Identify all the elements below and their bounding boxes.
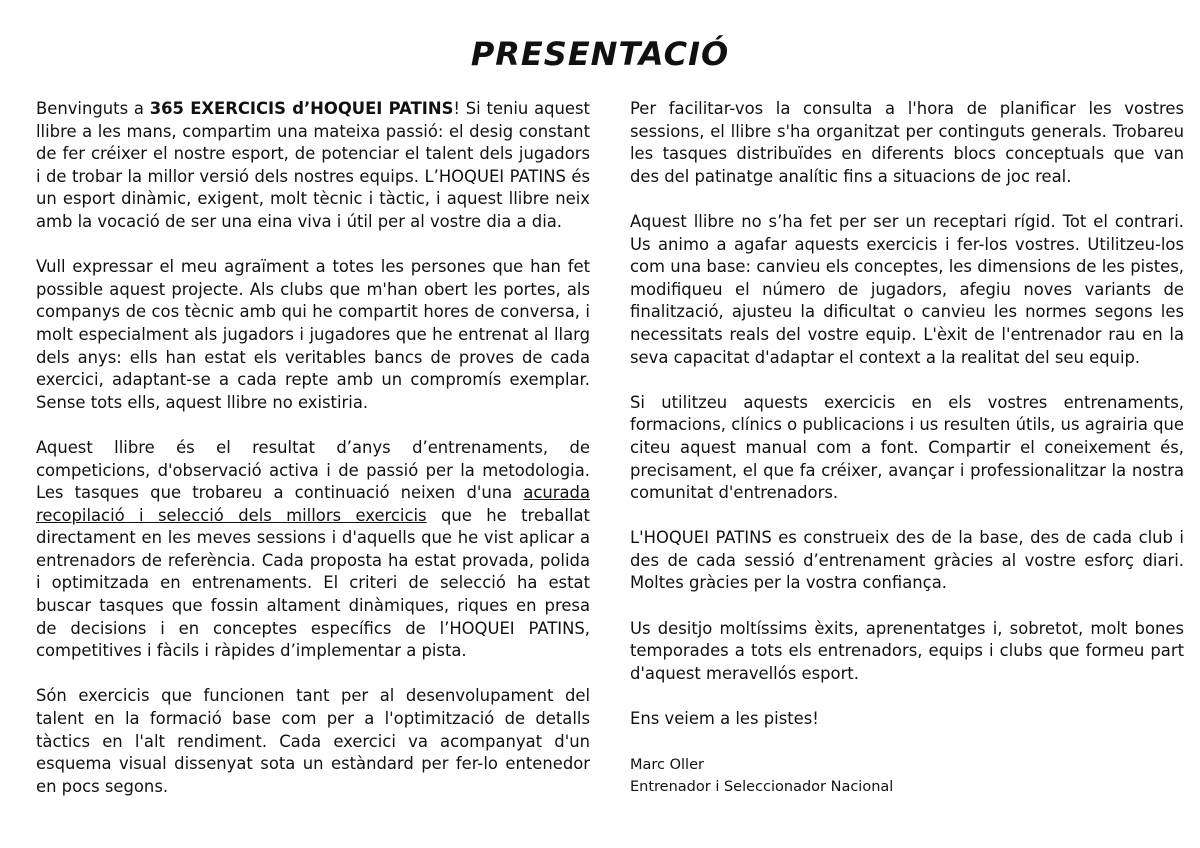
intro-lead: Benvinguts a [36, 99, 150, 118]
flexibility-paragraph: Aquest llibre no s’ha fet per ser un receptari rígid. Tot el contrari. Us animo a agafar aquests exercicis i fer-los vostres. Utilitzeu-los com una base: canvieu els conceptes, les dimensions de les pistes, modifiqueu el número de jugadors, afegiu noves variants de finalització, ajusteu la dificultat o canvieu les normes segons les necessitats reals del vostre equip. L'èxit de l'entrenador rau en la seva capacitat d'adaptar el context a la realitat del seu equip. [630, 211, 1184, 367]
origin-underlined: acurada recopilació i selecció dels millors exercicis [36, 483, 590, 525]
exercises-paragraph: Són exercicis que funcionen tant per al desenvolupament del talent en la formació base com per a l'optimització de detalls tàctics en l'alt rendiment. Cada exercici va acompanyat d'un esquema visual dissenyat sota un estàndard per fer-lo entenedor en pocs segons. [36, 686, 590, 796]
signature-name: Marc Oller [630, 757, 704, 773]
intro-rest: ! Si teniu aquest llibre a les mans, compartim una mateixa passió: el desig constant de fer créixer el nostre esport, de potenciar el talent dels jugadors i de trobar la millor versió dels nostres equips. L’HOQUEI PATINS és un esport dinàmic, exigent, molt tècnic i tàctic, i aquest llibre neix amb la vocació de ser una eina viva i útil per al vostre dia a dia. [36, 99, 590, 231]
origin-before: Aquest llibre és el resultat d’anys d’entrenaments, de competicions, d'observació activa i de passió per la metodologia. Les tasques que trobareu a continuació neixen d'una [36, 437, 590, 503]
signature-role: Entrenador i Seleccionador Nacional [630, 779, 894, 795]
page-title: PRESENTACIÓ [470, 35, 730, 73]
community-paragraph: L'HOQUEI PATINS es construeix des de la base, des de cada club i des de cada sessió d’entrenament gràcies al vostre esforç diari. Moltes gràcies per la vostra confiança. [630, 528, 1184, 593]
organization-paragraph: Per facilitar-vos la consulta a l'hora de planificar les vostres sessions, el llibre s'ha organitzat per continguts generals. Trobareu les tasques distribuïdes en diferents blocs conceptuals que van des del patinatge analític fins a situacions de joc real. [630, 99, 1184, 186]
origin-paragraph [36, 437, 590, 663]
acknowledgements-paragraph: Vull expressar el meu agraïment a totes les persones que han fet possible aquest projecte. Als clubs que m'han obert les portes, als companys de cos tècnic amb qui he compartit hores de conversa, i molt especialment als jugadors i jugadores que he entrenat al llarg dels anys: ells han estat els veritables bancs de proves de cada exercici, adaptant-se a cada repte amb un compromís exemplar. Sense tots ells, aquest llibre no existiria. [36, 257, 590, 412]
origin-after: que he treballat directament en les meves sessions i d'aquells que he vist aplicar a entrenadors de referència. Cada proposta ha estat provada, polida i optimitzada en entrenaments. El criteri de selecció ha estat buscar tasques que fossin altament dinàmiques, riques en presa de decisions i en conceptes específics de l’HOQUEI PATINS, competitives i fàcils i ràpides d’implementar a pista. [36, 505, 590, 661]
left-column [36, 98, 590, 798]
intro-paragraph [36, 98, 590, 234]
wishes-paragraph: Us desitjo moltíssims èxits, aprenentatges i, sobretot, molt bones temporades a tots els entrenadors, equips i clubs que formeu part d'aquest meravellós esport. [630, 618, 1184, 683]
book-name: 365 EXERCICIS d’HOQUEI PATINS [149, 99, 454, 118]
citation-paragraph: Si utilitzeu aquests exercicis en els vostres entrenaments, formacions, clínics o publicacions i us resulten útils, us agrairia que citeu aquest manual com a font. Compartir el coneixement és, precisament, el que fa créixer, avançar i professionalitzar la nostra comunitat d'entrenadors. [630, 392, 1184, 503]
right-column [630, 98, 1184, 731]
closing-paragraph: Ens veiem a les pistes! [630, 709, 819, 729]
signature [630, 754, 893, 798]
